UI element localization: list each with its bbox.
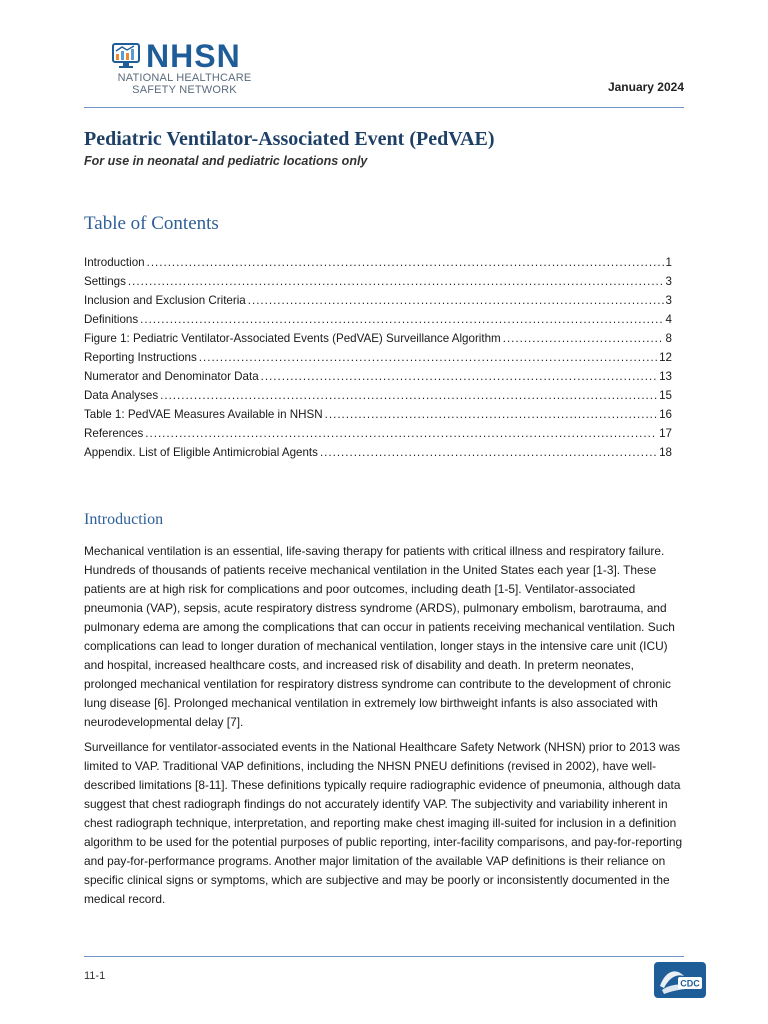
introduction-body: [84, 542, 684, 915]
toc-entry-data-analyses[interactable]: [84, 389, 672, 408]
toc-entry-page: 8: [665, 332, 672, 345]
toc-entry-figure-1[interactable]: [84, 332, 672, 351]
toc-entry-introduction[interactable]: [84, 256, 672, 275]
toc-entry-inclusion-exclusion[interactable]: [84, 294, 672, 313]
toc-entry-label: Data Analyses: [84, 389, 159, 402]
toc-entry-appendix[interactable]: [84, 446, 672, 465]
nhsn-logo: [112, 40, 257, 96]
toc-entry-label: Numerator and Denominator Data: [84, 370, 259, 383]
toc-entry-page: 18: [659, 446, 672, 459]
toc-entry-reporting-instructions[interactable]: [84, 351, 672, 370]
header-divider: [84, 107, 684, 108]
toc-entry-page: 4: [665, 313, 672, 326]
footer-divider: [84, 956, 684, 957]
cdc-logo-icon: [654, 962, 706, 998]
toc-entry-page: 1: [665, 256, 672, 269]
logo-subtitle-line1: NATIONAL HEALTHCARE: [117, 72, 252, 84]
toc-entry-label: Table 1: PedVAE Measures Available in NHSN: [84, 408, 323, 421]
toc-entry-page: 3: [665, 275, 672, 288]
introduction-paragraph-2: Surveillance for ventilator-associated events in the National Healthcare Safety Network (NHSN) prior to 2013 was limited to VAP. Traditional VAP definitions, including the NHSN PNEU definitions (revised in 2002), have well-described limitations [8-11]. These definitions typically require radiographic evidence of pneumonia, although data suggest that chest radiograph findings do not accurately identify VAP. The subjectivity and variability inherent in chest radiograph technique, interpretation, and reporting make chest imaging ill-suited for inclusion in a definition algorithm to be used for the potential purposes of public reporting, inter-facility comparisons, and pay-for-reporting and pay-for-performance programs. Another major limitation of the available VAP definitions is their reliance on specific clinical signs or symptoms, which are subjective and may be poorly or inconsistently documented in the medical record.: [84, 740, 683, 906]
logo-wordmark: NHSN: [146, 38, 241, 74]
toc-entry-label: Definitions: [84, 313, 139, 326]
toc-entry-page: 12: [659, 351, 672, 364]
introduction-heading: Introduction: [84, 511, 164, 528]
toc-entry-label: Introduction: [84, 256, 145, 269]
toc-entry-page: 15: [659, 389, 672, 402]
header-date: January 2024: [607, 80, 684, 94]
toc-entry-definitions[interactable]: [84, 313, 672, 332]
toc-heading: Table of Contents: [84, 213, 219, 234]
toc-entry-label: References: [84, 427, 144, 440]
table-of-contents: [84, 256, 672, 465]
toc-entry-label: Figure 1: Pediatric Ventilator-Associated Events (PedVAE) Surveillance Algorithm: [84, 332, 501, 345]
toc-entry-page: 13: [659, 370, 672, 383]
introduction-paragraph-1: Mechanical ventilation is an essential, life-saving therapy for patients with critical illness and respiratory failure. Hundreds of thousands of patients receive mechanical ventilation in the United States each year [1-3]. These patients are at high risk for complications and poor outcomes, including death [1-5]. Ventilator-associated pneumonia (VAP), sepsis, acute respiratory distress syndrome (ARDS), pulmonary embolism, barotrauma, and pulmonary edema are among the complications that can occur in patients receiving mechanical ventilation. Such complications can lead to longer duration of mechanical ventilation, longer stays in the intensive care unit (ICU) and hospital, increased healthcare costs, and increased risk of disability and death. In preterm neonates, prolonged mechanical ventilation for respiratory distress syndrome can contribute to the development of chronic lung disease [6]. Prolonged mechanical ventilation in extremely low birthweight infants is also associated with neurodevelopmental delay [7].: [84, 544, 675, 729]
toc-entry-page: 3: [665, 294, 672, 307]
toc-entry-label: Inclusion and Exclusion Criteria: [84, 294, 246, 307]
monitor-chart-icon: [112, 42, 142, 70]
document-subtitle: For use in neonatal and pediatric locations only: [84, 154, 368, 168]
toc-entry-references[interactable]: [84, 427, 672, 446]
toc-entry-label: Reporting Instructions: [84, 351, 197, 364]
toc-entry-page: 16: [659, 408, 672, 421]
toc-entry-settings[interactable]: [84, 275, 672, 294]
footer-page-number: 11-1: [84, 970, 106, 982]
toc-entry-label: Appendix. List of Eligible Antimicrobial Agents: [84, 446, 318, 459]
logo-subtitle-line2: SAFETY NETWORK: [132, 84, 237, 96]
toc-entry-label: Settings: [84, 275, 126, 288]
toc-entry-numerator-denominator[interactable]: [84, 370, 672, 389]
toc-entry-table-1[interactable]: [84, 408, 672, 427]
document-title: Pediatric Ventilator-Associated Event (PedVAE): [84, 128, 495, 150]
toc-entry-page: 17: [659, 427, 672, 440]
cdc-logo-text: CDC: [680, 978, 700, 989]
